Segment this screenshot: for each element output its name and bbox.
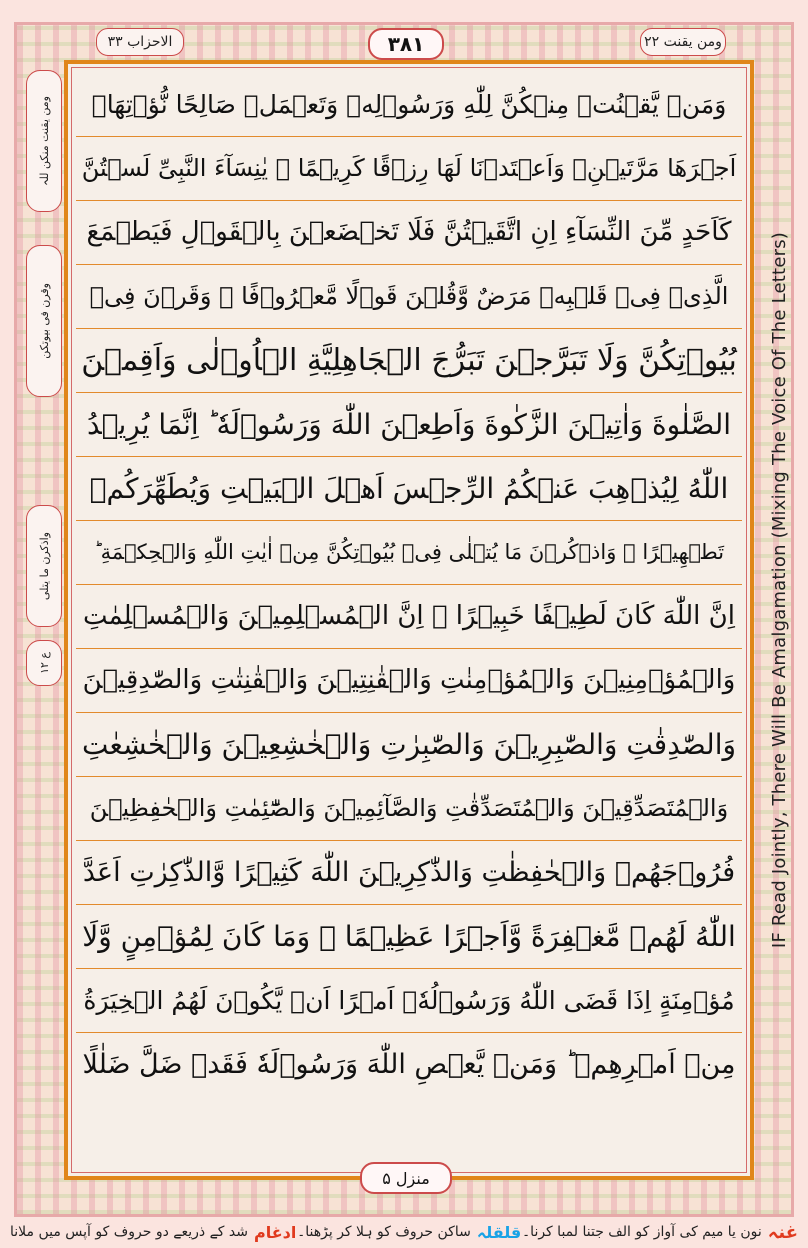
verse-line-6: الصَّلٰوةَ وَاٰتِيۡنَ الزَّكٰوةَ وَاَطِعۡنَ اللّٰهَ وَرَسُوۡلَهٗ ؕ اِنَّمَا يُرِيۡدُ [76,392,742,457]
verse-line-13: فُرُوۡجَهُمۡ وَالۡحٰفِظٰتِ وَالذّٰكِرِيۡنَ اللّٰهَ كَثِيۡرًا وَّالذّٰكِرٰتِ اَعَدَّ [76,840,742,905]
surah-label: الاحزاب ۳۳ [107,34,173,50]
side-note-1: ومن یقنت منکن للہ [26,70,62,212]
verse-line-2: اَجۡرَهَا مَرَّتَيۡنِۙ وَاَعۡتَدۡنَا لَهَا رِزۡقًا كَرِيۡمًا ۞ يٰنِسَآءَ النَّبِىِّ لَسۡتُنَّ [76,136,742,201]
legend-ghunna: غنہ نون یا میم کی آواز کو الف جتنا لمبا کرنا۔ [521,1221,798,1243]
side-note-2: وقرن فی بیوتکن [26,245,62,397]
verse-line-14: اللّٰهُ لَهُمۡ مَّغۡفِرَةً وَّاَجۡرًا عَظِيۡمًا ۞ وَمَا كَانَ لِمُؤۡمِنٍ وَّلَا [76,904,742,969]
verse-line-8: تَطۡهِيۡرًا ۞ وَاذۡكُرۡنَ مَا يُتۡلٰى فِىۡ بُيُوۡتِكُنَّ مِنۡ اٰيٰتِ اللّٰهِ وَالۡحِكۡمَةِ ؕ [76,520,742,585]
verse-line-7: اللّٰهُ لِيُذۡهِبَ عَنۡكُمُ الرِّجۡسَ اَهۡلَ الۡبَيۡتِ وَيُطَهِّرَكُمۡ [76,456,742,521]
verse-line-4: الَّذِىۡ فِىۡ قَلۡبِهٖ مَرَضٌ وَّقُلۡنَ قَوۡلًا مَّعۡرُوۡفًا ۞ وَقَرۡنَ فِىۡ [76,264,742,329]
page-number-badge [368,28,444,60]
verse-line-11: وَالصّٰدِقٰتِ وَالصّٰبِرِيۡنَ وَالصّٰبِرٰتِ وَالۡخٰشِعِيۡنَ وَالۡخٰشِعٰتِ [76,712,742,777]
verse-line-12: وَالۡمُتَصَدِّقِيۡنَ وَالۡمُتَصَدِّقٰتِ وَالصَّآئِمِيۡنَ وَالصّٰٓئِمٰتِ وَالۡحٰفِظِيۡنَ [76,776,742,841]
verse-line-9: اِنَّ اللّٰهَ كَانَ لَطِيۡفًا خَبِيۡرًا ۞ اِنَّ الۡمُسۡلِمِيۡنَ وَالۡمُسۡلِمٰتِ [76,584,742,649]
side-note-3: واذکرن ما یتلی [26,505,62,627]
manzil-badge [360,1162,452,1194]
verse-line-3: كَاَحَدٍ مِّنَ النِّسَآءِ اِنِ اتَّقَيۡتُنَّ فَلَا تَخۡضَعۡنَ بِالۡقَوۡلِ فَيَطۡمَعَ [76,200,742,265]
legend-qalqala: قلقلہ ساکن حروف کو ہلا کر پڑھنا۔ [297,1222,522,1242]
legend-idgham: ادغام شد کے ذریعے دو حروف کو آپس میں ملانا [10,1222,297,1242]
verse-line-1: وَمَنۡ يَّقۡنُتۡ مِنۡكُنَّ لِلّٰهِ وَرَسُوۡلِهٖ وَتَعۡمَلۡ صَالِحًا نُّؤۡتِهَاۤ [76,72,742,137]
tajweed-vertical-note: IF Read Jointly, There Will Be Amalgamation (Mixing The Voice Of The Letters) [768,231,790,949]
verse-line-5: بُيُوۡتِكُنَّ وَلَا تَبَرَّجۡنَ تَبَرُّجَ الۡجَاهِلِيَّةِ الۡاُوۡلٰى وَاَقِمۡنَ [76,328,742,393]
juz-tab [640,28,726,56]
page-number: ۳۸۱ [387,32,425,56]
manzil-label: منزل ۵ [382,1168,430,1188]
tajweed-legend [0,1216,808,1248]
verse-line-10: وَالۡمُؤۡمِنِيۡنَ وَالۡمُؤۡمِنٰتِ وَالۡقٰنِتِيۡنَ وَالۡقٰنِتٰتِ وَالصّٰدِقِيۡنَ [76,648,742,713]
verse-line-15: مُؤۡمِنَةٍ اِذَا قَضَى اللّٰهُ وَرَسُوۡلُهٗۤ اَمۡرًا اَنۡ يَّكُوۡنَ لَهُمُ الۡخِيَرَةُ [76,968,742,1033]
text-frame [64,60,754,1180]
surah-tab [96,28,184,56]
verse-line-16: مِنۡ اَمۡرِهِمۡ ؕ وَمَنۡ يَّعۡصِ اللّٰهَ وَرَسُوۡلَهٗ فَقَدۡ ضَلَّ ضَلٰلًا [82,1048,736,1080]
juz-label: ومن یقنت ۲۲ [644,34,722,50]
ruku-marker: ع ۱۲ [26,640,62,686]
